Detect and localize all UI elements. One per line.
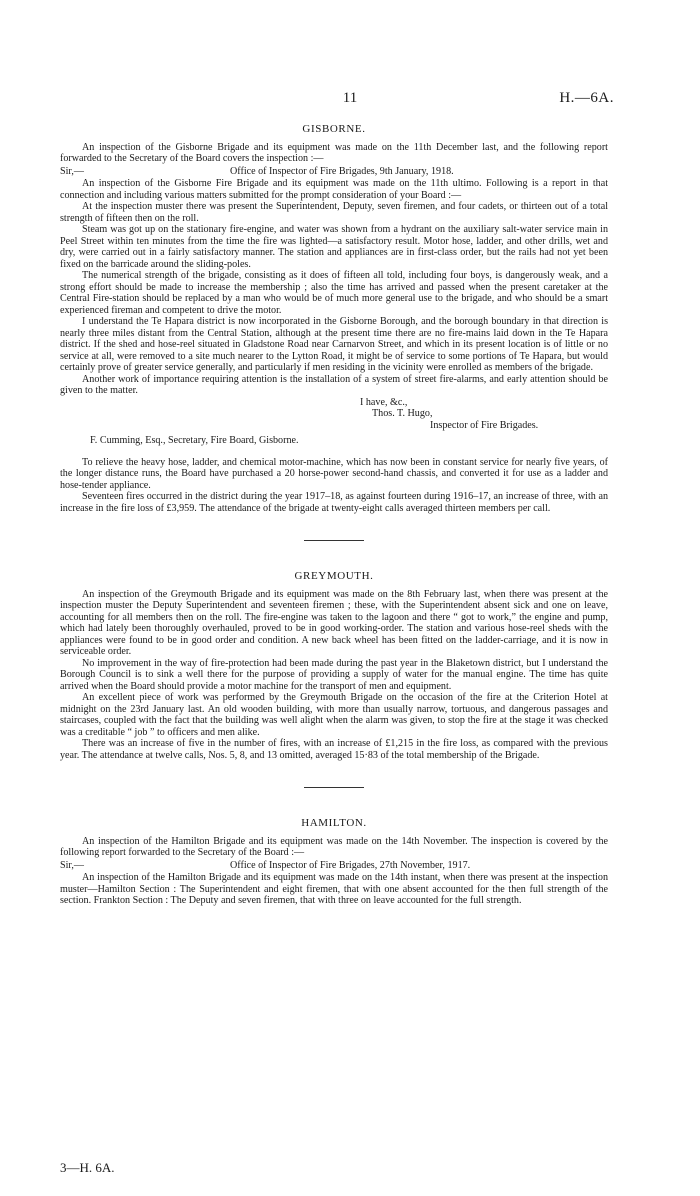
gisborne-closing: I have, &c., — [360, 396, 408, 408]
gisborne-office-line: Office of Inspector of Fire Brigades, 9th January, 1918. — [230, 165, 454, 177]
gisborne-para-3: Steam was got up on the stationary fire-engine, and water was shown from a hydrant on the auxiliary salt-water service main in Peel Street within ten minutes from the time the fire was lighted—a satisfactory result. Motor hose, ladder, and other drills, wet and dry, were carried out in a fairly satisfactory manner. The station and appliances are in first-class order, but the rails had not yet been fixed on the barricade around the sliding-poles. — [60, 224, 608, 270]
signature-mark: 3—H. 6A. — [60, 1160, 115, 1175]
section-divider — [304, 787, 364, 788]
section-divider — [304, 540, 364, 541]
gisborne-para-5: I understand the Te Hapara district is now incorporated in the Gisborne Borough, and the borough boundary in that direction is nearly three miles distant from the Central Station, although at the present time there are no fire-mains laid down in the Te Hapara district. If the shed and hose-reel situated in Gladstone Road near Carnarvon Street, and which in its present location is of little or no service at all, were removed to a site much nearer to the Lytton Road, it might be of service to some portions of Te Hapara, but would certainly prove of greater service generally, and particularly if men residing in the vicinity were enrolled as members of the brigade. — [60, 316, 608, 373]
document-reference: H.—6A. — [559, 90, 614, 106]
page-content — [60, 120, 608, 907]
greymouth-para-4: There was an increase of five in the number of fires, with an increase of £1,215 in the fire loss, as compared with the previous year. The attendance at twelve calls, Nos. 5, 8, and 13 omitted, averaged 15·83 of the total membership of the Brigade. — [60, 738, 608, 761]
page-number: 11 — [342, 90, 358, 106]
hamilton-office-line: Office of Inspector of Fire Brigades, 27th November, 1917. — [230, 859, 471, 871]
gisborne-salutation: Sir,— — [60, 165, 84, 177]
hamilton-intro: An inspection of the Hamilton Brigade and its equipment was made on the 14th November. The inspection is covered by the following report forwarded to the Secretary of the Board :— — [60, 835, 608, 858]
gisborne-letter-header — [60, 166, 608, 178]
gisborne-signatory-title: Inspector of Fire Brigades. — [430, 419, 539, 431]
greymouth-para-1: An inspection of the Greymouth Brigade and its equipment was made on the 8th February last, when there was present at the inspection muster the Deputy Superintendent and seventeen firemen ; these, with the Superintendent absent sick and one on leave, accounting for all members then on the roll. The fire-engine was taken to the lagoon and there “ got to work,” the engine and pump, which had lately been thoroughly overhauled, proved to be in good working-order. The station and various hose-reel sheds with the appliances were found to be in good order and condition. A new back wheel has been fitted on the ladder-carriage, and it is now in serviceable order. — [60, 588, 608, 657]
gisborne-after-2: Seventeen fires occurred in the district during the year 1917–18, as against fourteen during 1916–17, an increase of three, with an increase in the fire loss of £3,959. The attendance of the brigade at twenty-eight calls averaged thirteen members per call. — [60, 491, 608, 514]
gisborne-signatory: Thos. T. Hugo, — [372, 408, 433, 419]
greymouth-para-3: An excellent piece of work was performed by the Greymouth Brigade on the occasion of the fire at the Criterion Hotel at midnight on the 23rd January last. An old wooden building, with more than usually narrow, tortuous, and dangerous passages and staircases, coupled with the fact that the building was well alight when the alarm was given, to stop the fire at the stage it was checked was a creditable “ job ” to officers and men alike. — [60, 692, 608, 738]
gisborne-after-1: To relieve the heavy hose, ladder, and chemical motor-machine, which has now been in constant service for nearly five years, of the longer distance runs, the Board have purchased a 20 horse-power second-hand chassis, and converted it for use as a ladder and hose-tender appliance. — [60, 456, 608, 491]
section-heading-greymouth: GREYMOUTH. — [294, 570, 374, 582]
hamilton-salutation: Sir,— — [60, 859, 84, 871]
gisborne-intro: An inspection of the Gisborne Brigade and its equipment was made on the 11th December last, and the following report forwarded to the Secretary of the Board covers the inspection :— — [60, 141, 608, 164]
section-heading-hamilton: HAMILTON. — [301, 817, 367, 829]
section-heading-gisborne: GISBORNE. — [302, 123, 366, 135]
gisborne-para-2: At the inspection muster there was present the Superintendent, Deputy, seven firemen, and four cadets, or thirteen out of a total strength of fifteen then on the roll. — [60, 201, 608, 224]
hamilton-para-1: An inspection of the Hamilton Brigade and its equipment was made on the 14th instant, when there was present at the inspection muster—Hamilton Section : The Superintendent and eight firemen, that with one absent accounted for the then full strength of the section. Frankton Section : The Deputy and seven firemen, that with three on leave accounted for the full strength. — [60, 872, 608, 906]
greymouth-para-2: No improvement in the way of fire-protection had been made during the past year in the Blaketown district, but I understand the Borough Council is to sink a well there for the purpose of providing a supply of water for the manual engine. The time has quite arrived when the Board should provide a motor machine for the transport of men and equipment. — [60, 657, 608, 692]
gisborne-para-6: Another work of importance requiring attention is the installation of a system of street fire-alarms, and early attention should be given to the matter. — [60, 373, 608, 396]
gisborne-para-4: The numerical strength of the brigade, consisting as it does of fifteen all told, including four boys, is dangerously weak, and a strong effort should be made to increase the membership ; also the time has arrived and passed when the present caretaker at the Central Fire-station should be replaced by a man who would be of much more general use to the brigade, and who should be a smart experienced fireman and competent to drive the motor. — [60, 270, 608, 316]
gisborne-para-1: An inspection of the Gisborne Fire Brigade and its equipment was made on the 11th ultimo. Following is a report in that connection and including various matters submitted for the prompt consideration of your Board :— — [60, 178, 608, 201]
gisborne-addressee: F. Cumming, Esq., Secretary, Fire Board, Gisborne. — [90, 435, 299, 446]
hamilton-letter-header — [60, 860, 608, 872]
